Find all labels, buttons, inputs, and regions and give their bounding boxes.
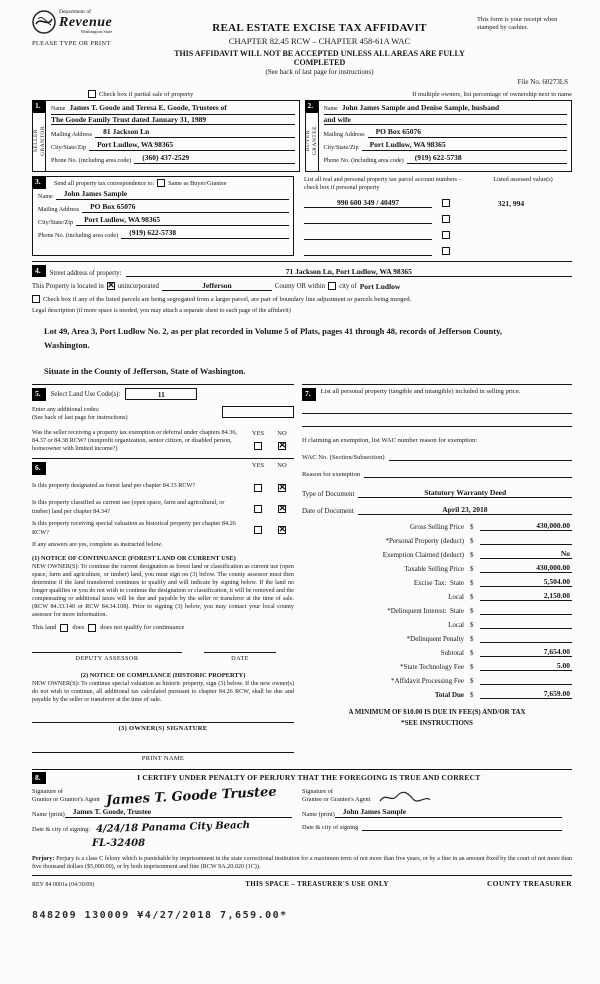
grantor-date-city-value-2: FL-32408 [92, 837, 146, 849]
section-8-badge: 8. [32, 772, 46, 785]
buyer-mailing-value[interactable]: PO Box 65076 [368, 128, 567, 138]
buyer-box [305, 100, 573, 172]
historic-question-text: Is this property receiving special valuation as historical property per chapter 84.26 RCW? [32, 520, 236, 536]
partial-sale-row [32, 90, 572, 98]
seller-city-row [51, 141, 295, 151]
corr-name-label: Name [38, 193, 53, 200]
signature-columns [32, 784, 572, 851]
grantee-date-row [302, 822, 562, 831]
money-label: *State Technology Fee [400, 662, 464, 671]
section-8 [32, 769, 572, 851]
current-use-yes-checkbox[interactable] [254, 505, 262, 513]
city-of-checkbox[interactable] [328, 282, 336, 290]
deputy-assessor-row [32, 652, 294, 662]
land-qualify-row [32, 624, 294, 632]
dollar-sign: $ [470, 536, 474, 545]
money-label: Excise Tax: State [413, 578, 464, 587]
seller-name-value-1[interactable]: James T. Goode and Teresa E. Goode, Trustees of [69, 103, 227, 112]
buyer-side-word-1: BUYER [305, 130, 311, 152]
warning-line: THIS AFFIDAVIT WILL NOT BE ACCEPTED UNLESS ALL AREAS ARE FULLY COMPLETED [174, 49, 465, 67]
exemption-no-checkbox[interactable] [278, 442, 286, 450]
money-label: *Delinquent Interest: State [387, 606, 464, 615]
money-row-total-due [302, 689, 572, 699]
grantee-name-print-label: Name (print) [302, 810, 335, 818]
segregated-row [32, 295, 572, 303]
buyer-city-row [324, 141, 568, 151]
certify-text: I CERTIFY UNDER PENALTY OF PERJURY THAT THE FOREGOING IS TRUE AND CORRECT [137, 773, 481, 783]
grantor-name-print-label: Name (print) [32, 810, 65, 818]
form-title: REAL ESTATE EXCISE TAX AFFIDAVIT [212, 22, 427, 34]
logo-dept-line: Department of [59, 9, 91, 15]
buyer-phone-label: Phone No. (including area code) [323, 156, 404, 164]
see-instructions-note: *SEE INSTRUCTIONS [401, 718, 473, 727]
segregated-checkbox[interactable] [32, 295, 40, 303]
grantor-signature-block [32, 784, 302, 851]
grantee-date-city-label: Date & city of signing [302, 823, 359, 831]
section-6-badge: 6. [32, 462, 46, 475]
grantor-signature-labels [32, 788, 100, 804]
money-value[interactable] [480, 619, 572, 629]
seller-side-word-2: GRANTOR [39, 126, 46, 156]
parcel-2-personal-checkbox[interactable] [442, 215, 450, 223]
historic-no-checkbox[interactable] [278, 526, 286, 534]
money-row-excise-local [302, 591, 572, 601]
seller-name-label: Name [51, 106, 66, 112]
buyer-fields [319, 101, 572, 171]
notice-compliance-text: NEW OWNER(S): To continue special valuation as historic property, sign (3) below. If the new owner(s) do not wish to continue, all additional tax calculated pursuant to chapter 84.26 RCW, shall be due and payable by the seller or transferor at the time of sale. [32, 680, 294, 703]
wac-row [302, 451, 572, 461]
land-use-row [32, 388, 294, 401]
form-header [32, 10, 572, 76]
unincorporated-label: unincorporated [117, 282, 159, 290]
money-row-tech-fee [302, 661, 572, 671]
corr-city-row [38, 216, 289, 226]
buyer-name-line2[interactable]: and wife [324, 115, 568, 125]
print-name-line[interactable] [32, 752, 294, 753]
no-header: NO [277, 429, 287, 437]
street-address-value[interactable]: 71 Jackson Ln, Port Ludlow, WA 98365 [126, 267, 572, 277]
parcel-number-blank[interactable] [304, 246, 432, 256]
parcel-number-value[interactable]: 990 600 349 / 40497 [304, 198, 432, 208]
deputy-date-label: DATE [231, 654, 249, 662]
notice-continuance-title: (1) NOTICE OF CONTINUANCE (FOREST LAND OR CURRENT USE) [32, 554, 236, 562]
parcel-row [304, 246, 572, 256]
money-row-delinq-state [302, 605, 572, 615]
grantee-signature-labels [302, 788, 370, 804]
money-value[interactable]: 7,659.00 [480, 689, 572, 699]
seller-mailing-value[interactable]: 81 Jackson Ln [95, 128, 294, 138]
notice-continuance-text: NEW OWNER(S): To continue the current designation as forest land or classification as current use (open space, farm and agriculture, or timber) land, you must sign on (3) below. The county assessor must then determine if the land transferred continues to qualify and will indicate by signing below. If the land no longer qualifies or you do not wish to continue the designation or classification, it will be removed and the compensating or additional taxes will be due and payable by the seller or transferor at the time of sale. (RCW 84.33.140 or RCW 84.34.108). Prior to signing (3) below, you may contact your local county assessor for more information. [32, 563, 294, 618]
signature-of-label: Signature of [32, 788, 63, 795]
section-1-badge: 1. [32, 100, 46, 113]
section-7 [302, 384, 572, 727]
send-correspondence-label: Send all property tax correspondence to: [54, 179, 155, 187]
buyer-name-value-1[interactable]: John James Sample and Denise Sample, husband [341, 103, 500, 112]
corr-mailing-label: Mailing Address [38, 206, 80, 213]
mid-columns [32, 384, 572, 761]
parcel-number-blank[interactable] [304, 230, 432, 240]
corr-phone-label: Phone No. (including area code) [38, 232, 119, 239]
money-label: *Affidavit Processing Fee [391, 676, 464, 685]
corr-name-value[interactable]: John James Sample [56, 190, 289, 200]
section-6 [32, 458, 294, 762]
money-label: Exemption Claimed (deduct) [382, 550, 464, 559]
exemption-yes-checkbox[interactable] [254, 442, 262, 450]
county-treasurer-label: COUNTY TREASURER [486, 878, 572, 888]
deputy-date-field [204, 652, 276, 662]
header-title-block [162, 10, 477, 76]
chapter-line: CHAPTER 82.45 RCW – CHAPTER 458-61A WAC [228, 36, 411, 46]
multiple-owners-label: If multiple owners, list percentage of ownership next to name [412, 90, 572, 98]
grantee-signature-scribble[interactable] [378, 791, 432, 804]
corr-mailing-value[interactable]: PO Box 65076 [82, 203, 289, 213]
no-header: NO [277, 462, 287, 469]
dollar-sign: $ [470, 578, 474, 587]
additional-codes-label: Enter any additional codes: [32, 405, 100, 413]
money-value[interactable]: No [480, 549, 572, 559]
city-of-value[interactable]: Port Ludlow [359, 281, 401, 291]
money-label: Gross Selling Price [409, 522, 464, 531]
section-6-header [32, 462, 294, 475]
dollar-sign: $ [470, 662, 474, 671]
section-3-row [32, 176, 572, 256]
seller-box [32, 100, 300, 172]
corr-city-value[interactable]: Port Ludlow, WA 98365 [76, 216, 289, 226]
money-value[interactable] [480, 633, 572, 643]
grantee-name-value[interactable]: John James Sample [335, 808, 562, 818]
parcel-number-blank[interactable] [304, 214, 432, 224]
this-land-label: This land [32, 624, 57, 631]
dollar-sign: $ [470, 522, 474, 531]
cashier-stamp: 848209 130009 ¥4/27/2018 7,659.00* [32, 909, 288, 921]
parcel-list [294, 176, 572, 256]
additional-codes-labels [32, 406, 217, 422]
does-label: does [72, 624, 85, 631]
money-value[interactable] [480, 605, 572, 615]
section-5-badge: 5. [32, 388, 46, 401]
owners-signature-label: (3) OWNER(S) SIGNATURE [118, 724, 208, 732]
parcel-3-personal-checkbox[interactable] [442, 231, 450, 239]
corr-mailing-row [38, 203, 289, 213]
grantee-name-row [302, 808, 562, 818]
rev-form-number: REV 84 0001a (04/30/09) [32, 881, 95, 888]
grantor-date-row [32, 819, 292, 835]
money-row-excise-state [302, 577, 572, 587]
same-as-buyer-checkbox[interactable] [157, 179, 165, 187]
segregated-label: Check box if any of the listed parcels are being segregated from a larger parcel, are part of boundary line adjustment or parcels being merged. [43, 295, 412, 303]
dollar-sign: $ [470, 620, 474, 629]
logo-sub-line: Washington State [80, 28, 113, 34]
property-location-row [32, 281, 572, 291]
located-prefix-label: This Property is located in [32, 282, 104, 290]
money-value[interactable]: 430,000.00 [480, 521, 572, 531]
county-suffix-label: County OR within [274, 282, 326, 290]
parcel-row [304, 198, 572, 208]
seller-phone-label: Phone No. (including area code) [51, 156, 132, 164]
money-value[interactable] [480, 535, 572, 545]
notice-compliance-title: (2) NOTICE OF COMPLIANCE (HISTORIC PROPERTY) [80, 671, 246, 679]
seller-city-label: City/State/Zip [51, 143, 87, 151]
money-label: *Delinquent Penalty [406, 634, 464, 643]
treasurer-space-label: THIS SPACE – TREASURER'S USE ONLY [245, 879, 389, 888]
forest-yes-checkbox[interactable] [254, 484, 262, 492]
money-row-exemption [302, 549, 572, 559]
money-row-delinq-penalty [302, 633, 572, 643]
perjury-text: Perjury is a class C felony which is punishable by imprisonment in the state correctional institution for a maximum term of not more than five years, or by a fine in an amount fixed by the court of not more than five thousand dollars ($5,000.00), or by both imprisonment and fine (RCW 9A.20.020 (1C)). [32, 855, 572, 870]
land-use-code-value[interactable]: 11 [125, 388, 197, 400]
parties-row [32, 100, 572, 172]
personal-property-row [302, 388, 572, 401]
unincorporated-checkbox[interactable] [107, 282, 115, 290]
money-table [302, 521, 572, 699]
perjury-paragraph [32, 855, 572, 871]
grantee-date-city-value[interactable] [362, 822, 562, 831]
receipt-note: This form is your receipt when stamped by cashier. [477, 16, 558, 32]
seller-name-line1 [51, 103, 295, 115]
money-value[interactable] [480, 675, 572, 685]
section-4 [32, 261, 572, 377]
deputy-assessor-field [32, 652, 182, 662]
assessed-value-1: 321, 994 [497, 198, 525, 208]
forest-land-question [32, 478, 294, 496]
dollar-sign: $ [470, 606, 474, 615]
seller-fields [46, 101, 299, 171]
money-label: Local [448, 620, 464, 629]
grantee-signature-row [302, 788, 562, 804]
grantor-date-city-value[interactable]: 4/24/18 Panama City Beach [95, 819, 251, 835]
exemption-no-col [270, 429, 294, 453]
deputy-assessor-label: DEPUTY ASSESSOR [75, 654, 139, 662]
left-column [32, 384, 294, 761]
minimum-fee-note: A MINIMUM OF $10.00 IS DUE IN FEE(S) AND/OR TAX [348, 707, 526, 716]
file-number: File No. 60273LS [517, 78, 568, 86]
money-value[interactable]: 2,150.00 [480, 591, 572, 601]
situate-text[interactable]: Situate in the County of Jefferson, State of Washington. [44, 366, 246, 377]
date-document-value[interactable]: April 23, 2018 [358, 505, 572, 515]
current-use-no-checkbox[interactable] [278, 505, 286, 513]
dollar-sign: $ [470, 690, 474, 699]
date-document-label: Date of Document [302, 506, 354, 515]
section-4-badge: 4. [32, 265, 46, 278]
dollar-sign: $ [470, 550, 474, 559]
revenue-logo [32, 10, 162, 34]
dollar-sign: $ [470, 648, 474, 657]
deputy-date-line[interactable] [204, 652, 276, 653]
county-value[interactable]: Jefferson [162, 281, 272, 291]
dollar-sign: $ [470, 564, 474, 573]
buyer-mailing-row [324, 128, 568, 138]
logo-name-line: Revenue [59, 14, 113, 30]
money-label: *Personal Property (deduct) [385, 536, 464, 545]
buyer-name-label: Name [323, 106, 338, 112]
assessed-header-label: Listed assessed value(s) [493, 176, 553, 183]
yes-header: YES [251, 429, 265, 437]
corr-city-label: City/State/Zip [38, 219, 74, 226]
print-name-field [32, 752, 294, 762]
same-as-buyer-label: Same as Buyer/Grantee [168, 179, 227, 187]
parcel-1-personal-checkbox[interactable] [442, 199, 450, 207]
additional-codes-box[interactable] [222, 406, 294, 418]
land-does-not-checkbox[interactable] [88, 624, 96, 632]
spacer [46, 462, 246, 475]
exemption-question-text: Was the seller receiving a property tax exemption or deferral under chapters 84.36, 84.37 or 84.38 RCW? (nonprofit organization, senior citizen, or disabled person, homeowner with limited income?) [32, 428, 237, 452]
does-not-label: does not qualify for continuance [100, 624, 185, 631]
seller-side-word-1: SELLER [32, 129, 39, 153]
land-does-checkbox[interactable] [60, 624, 68, 632]
partial-sale-checkbox[interactable] [88, 90, 96, 98]
grantor-date-city-label: Date & city of signing: [32, 825, 91, 833]
section-5 [32, 384, 294, 453]
wac-label: WAC No. (Section/Subsection) [302, 453, 385, 461]
signature-of-label: Signature of [302, 788, 333, 795]
money-label: Taxable Selling Price [404, 564, 464, 573]
owners-signature-line[interactable] [32, 722, 294, 723]
buyer-side-word-2: GRANTEE [312, 126, 318, 156]
yes-header: YES [251, 462, 265, 469]
money-value[interactable]: 5.00 [480, 661, 572, 671]
legal-description-label: Legal description (if more space is needed, you may attach a separate sheet to each page of the affidavit) [32, 307, 291, 314]
print-name-label: PRINT NAME [141, 754, 185, 762]
seller-phone-row [51, 154, 295, 164]
exemption-wac-note: If claiming an exemption, list WAC number reason for exemption: [302, 436, 478, 444]
buyer-phone-row [324, 154, 568, 164]
buyer-mailing-label: Mailing Address [323, 130, 365, 138]
grantor-name-value[interactable]: James T. Goode, Trustee [65, 808, 292, 818]
seller-name-line2[interactable]: The Goode Family Trust dated January 31, 1989 [51, 115, 295, 125]
deputy-assessor-signature-line[interactable] [32, 652, 182, 653]
street-address-row [32, 265, 572, 278]
money-value[interactable]: 430,000.00 [480, 563, 572, 573]
send-correspondence-row [38, 179, 289, 187]
street-address-label: Street address of property: [49, 270, 122, 277]
logo-text [59, 10, 112, 34]
additional-codes-row [32, 406, 294, 422]
seller-mailing-label: Mailing Address [51, 130, 93, 138]
date-document-row [302, 505, 572, 515]
corr-phone-row [38, 229, 289, 239]
buyer-city-label: City/State/Zip [323, 143, 359, 151]
reason-value[interactable] [364, 468, 572, 478]
tax-correspondence-box [32, 176, 294, 256]
dollar-sign: $ [470, 592, 474, 601]
certify-row [32, 772, 572, 785]
footer-row [32, 875, 572, 888]
exemption-yes-col [246, 429, 270, 453]
please-type-label: PLEASE TYPE OR PRINT [32, 40, 111, 47]
parcel-headers [304, 176, 572, 192]
buyer-city-value[interactable]: Port Ludlow, WA 98365 [362, 141, 567, 151]
historic-question [32, 520, 294, 538]
header-left [32, 10, 162, 47]
type-document-value[interactable]: Statutory Warranty Deed [358, 488, 572, 498]
grantor-signature-value[interactable]: James T. Goode Trustee [105, 784, 277, 809]
money-label: Total Due [434, 690, 464, 699]
exemption-question-block [32, 429, 294, 453]
money-row-taxable [302, 563, 572, 573]
legal-description-text[interactable]: Lot 49, Area 3, Port Ludlow No. 2, as per plat recorded in Volume 5 of Plats, pages 41 through 48, records of Jefferson County, Washington. [44, 326, 502, 350]
seller-phone-value[interactable]: (360) 437-2529 [134, 154, 294, 164]
land-use-label: Select Land Use Code(s): [50, 390, 121, 398]
money-row-delinq-local [302, 619, 572, 629]
corr-phone-value[interactable]: (919) 622-5738 [121, 229, 289, 239]
parcel-row [304, 230, 572, 240]
personal-property-label: List all personal property (tangible and intangible) included in selling price. [320, 388, 521, 396]
grantee-signature-block [302, 788, 572, 851]
money-row-processing-fee [302, 675, 572, 685]
reason-row [302, 468, 572, 478]
see-back-note: (See back of last page for instructions) [265, 68, 374, 76]
corr-name-row [38, 190, 289, 200]
current-use-question [32, 499, 294, 517]
money-label: Local [448, 592, 464, 601]
partial-sale-label: Check box if partial sale of property [99, 90, 194, 98]
city-of-label: city of [339, 282, 357, 290]
current-use-question-text: Is this property classified as current use (open space, farm and agricultural, or timber) land per chapter 84.34? [32, 499, 225, 515]
grantor-agent-label: Grantor or Grantor's Agent [32, 795, 100, 803]
wac-value[interactable] [389, 451, 572, 461]
money-value[interactable]: 7,654.00 [480, 647, 572, 657]
parcel-4-personal-checkbox[interactable] [442, 247, 450, 255]
perjury-lead: Perjury: [32, 855, 55, 862]
dollar-sign: $ [470, 676, 474, 685]
section-3-badge: 3. [32, 176, 46, 189]
money-label: Subtotal [440, 648, 464, 657]
forest-land-question-text: Is this property designated as forest land per chapter 84.33 RCW? [32, 482, 196, 490]
money-value[interactable]: 5,504.00 [480, 577, 572, 587]
buyer-phone-value[interactable]: (919) 622-5738 [407, 154, 567, 164]
if-yes-note: If any answers are yes, complete as instructed below. [32, 541, 163, 548]
money-row-subtotal [302, 647, 572, 657]
personal-property-blank-2[interactable] [302, 414, 572, 427]
grantee-agent-label: Grantee or Grantee's Agent [302, 795, 371, 803]
additional-codes-note: (See back of last page for instructions) [32, 413, 128, 421]
buyer-name-line1 [324, 103, 568, 115]
section-2-badge: 2. [305, 100, 319, 113]
owners-signature-field [32, 722, 294, 732]
revenue-logo-icon [32, 10, 56, 34]
money-row-gross [302, 521, 572, 531]
parcel-header-label: List all real and personal property tax parcel account numbers – check box if personal property [304, 176, 462, 191]
parcel-row [304, 214, 572, 224]
grantor-name-row [32, 808, 292, 818]
historic-yes-checkbox[interactable] [254, 526, 262, 534]
seller-mailing-row [51, 128, 295, 138]
grantor-signature-row [32, 784, 292, 809]
section-7-badge: 7. [302, 388, 316, 401]
reason-label: Reason for exemption [302, 470, 361, 478]
right-column [302, 384, 572, 761]
forest-no-checkbox[interactable] [278, 484, 286, 492]
type-document-label: Type of Document [302, 489, 355, 498]
seller-city-value[interactable]: Port Ludlow, WA 98365 [89, 141, 294, 151]
dollar-sign: $ [470, 634, 474, 643]
type-document-row [302, 488, 572, 498]
money-row-personal [302, 535, 572, 545]
personal-property-blank-1[interactable] [302, 401, 572, 414]
